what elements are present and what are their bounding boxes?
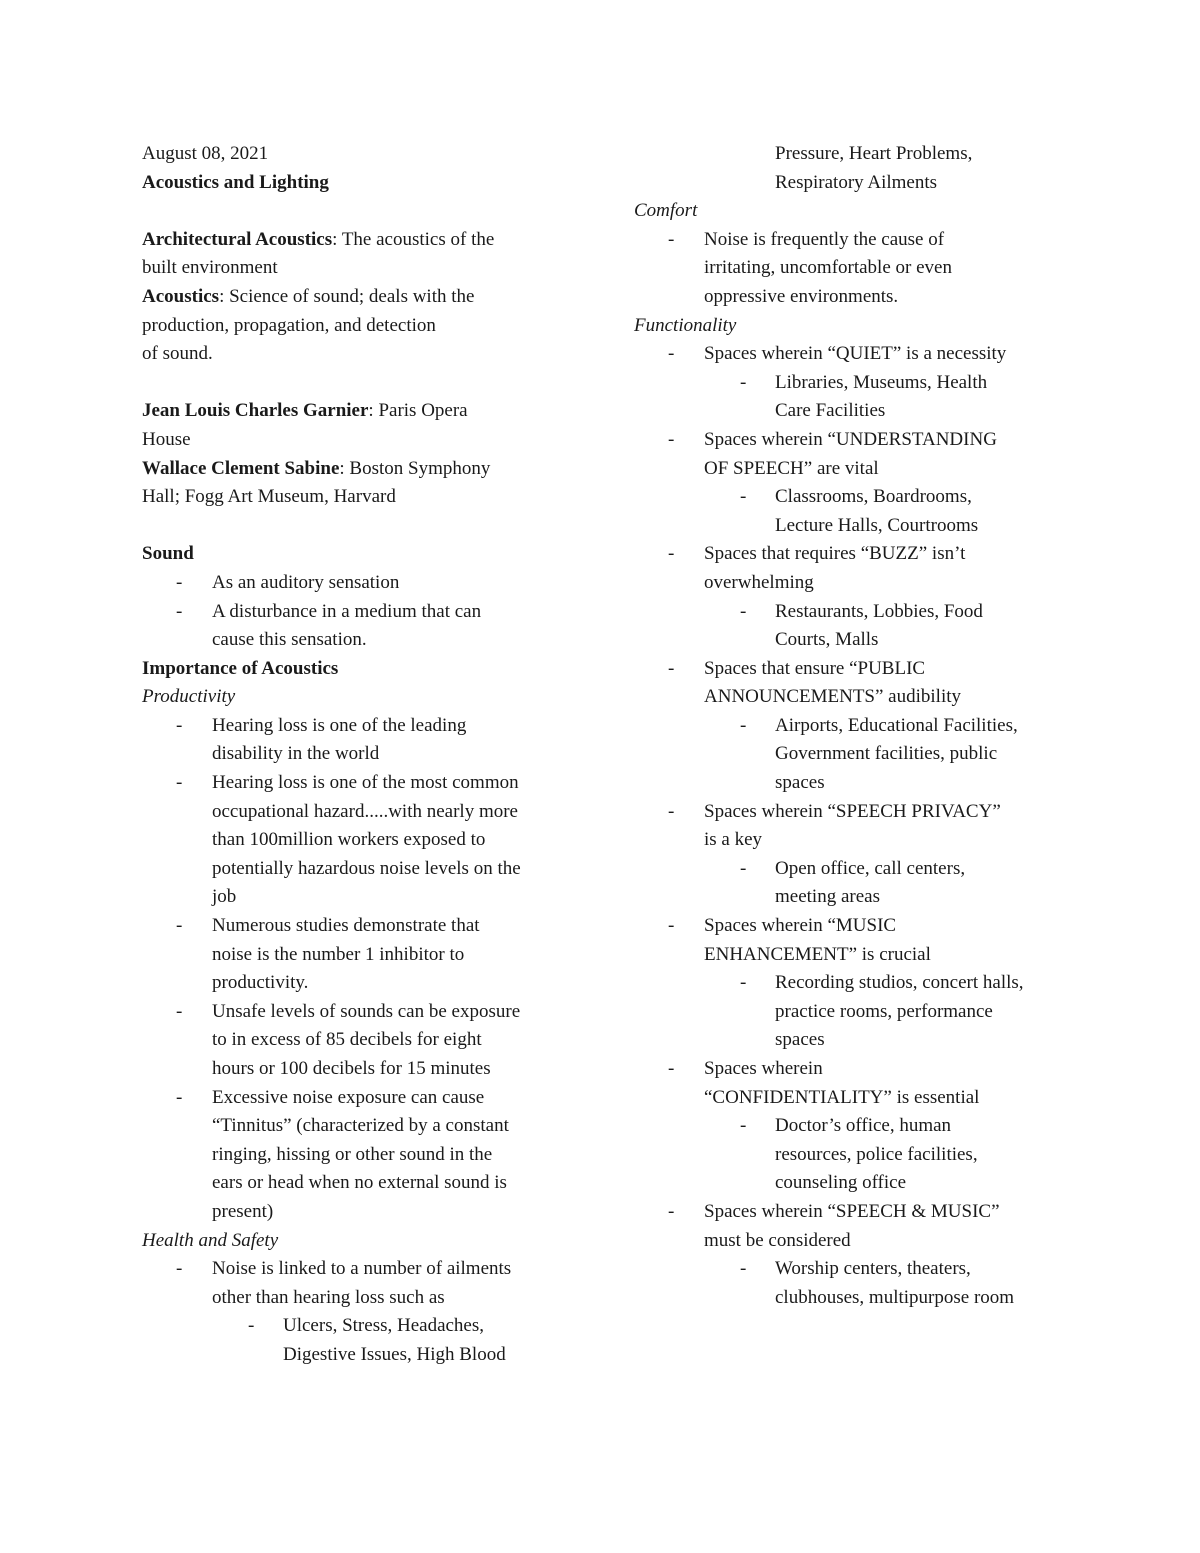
sub-list-item xyxy=(634,369,1074,426)
list-item-text: hours or 100 decibels for 15 minutes xyxy=(212,1058,491,1079)
term-label: Architectural Acoustics xyxy=(142,228,333,250)
bullet-dash: - xyxy=(176,772,183,794)
subheading-productivity: Productivity xyxy=(142,686,236,708)
list-item-text: OF SPEECH” are vital xyxy=(704,457,879,479)
list-item xyxy=(142,1084,582,1227)
sub-list-item xyxy=(634,855,1074,912)
list-item-text: Unsafe levels of sounds can be exposure xyxy=(212,1000,521,1022)
subheading-comfort: Comfort xyxy=(634,200,698,222)
bullet-dash: - xyxy=(740,972,747,994)
list-item-text: potentially hazardous noise levels on the xyxy=(212,857,521,879)
list-item-text: Spaces wherein “SPEECH & MUSIC” xyxy=(704,1200,1000,1222)
term-definition: production, propagation, and detection xyxy=(142,314,436,336)
sub-list-item xyxy=(634,483,1074,540)
bullet-dash: - xyxy=(176,1000,183,1022)
page-title: Acoustics and Lighting xyxy=(142,171,329,193)
bullet-dash: - xyxy=(176,915,183,937)
list-item-text: oppressive environments. xyxy=(704,285,899,307)
list-item-text: ringing, hissing or other sound in the xyxy=(212,1143,493,1165)
term-definition: : Boston Symphony xyxy=(339,457,491,479)
list-item-text: “CONFIDENTIALITY” is essential xyxy=(704,1086,980,1108)
list-item xyxy=(142,712,582,769)
bullet-dash: - xyxy=(668,228,675,250)
list-item-text: irritating, uncomfortable or even xyxy=(704,257,952,279)
list-item-text: spaces xyxy=(775,772,825,794)
bullet-dash: - xyxy=(740,371,747,393)
bullet-dash: - xyxy=(668,428,675,450)
list-item-text: job xyxy=(212,886,237,908)
section-heading-sound: Sound xyxy=(142,543,194,565)
bullet-dash: - xyxy=(668,657,675,679)
list-item-text: Hearing loss is one of the most common xyxy=(212,772,519,794)
term-label: Jean Louis Charles Garnier xyxy=(142,400,369,422)
list-item-text: Ulcers, Stress, Headaches, xyxy=(283,1315,485,1337)
section-heading-importance: Importance of Acoustics xyxy=(142,657,339,679)
bullet-dash: - xyxy=(668,543,675,565)
list-item xyxy=(142,1255,582,1312)
list-item-text: Hearing loss is one of the leading xyxy=(212,714,467,736)
bullet-dash: - xyxy=(740,486,747,508)
bullet-dash: - xyxy=(740,714,747,736)
list-item-text: to in excess of 85 decibels for eight xyxy=(212,1029,482,1051)
list-item-text: Noise is linked to a number of ailments xyxy=(212,1258,512,1280)
list-item-text: Spaces that requires “BUZZ” isn’t xyxy=(704,543,966,565)
list-item-text: than 100million workers exposed to xyxy=(212,829,486,851)
term-definition: House xyxy=(142,428,191,450)
list-item-text: Spaces wherein “QUIET” is a necessity xyxy=(704,343,1007,365)
subheading-functionality: Functionality xyxy=(634,314,737,336)
list-item-text: Excessive noise exposure can cause xyxy=(212,1086,485,1108)
list-item-text: Courts, Malls xyxy=(775,629,879,651)
list-item-text: present) xyxy=(212,1200,274,1222)
list-item-text: Airports, Educational Facilities, xyxy=(775,714,1018,736)
list-item-text: Open office, call centers, xyxy=(775,857,966,879)
list-item-text: Spaces wherein “SPEECH PRIVACY” xyxy=(704,800,1001,822)
list-item-text: overwhelming xyxy=(704,571,814,593)
list-item xyxy=(634,426,1074,483)
term-definition: : The acoustics of the xyxy=(332,228,495,250)
list-item-text: cause this sensation. xyxy=(212,629,367,651)
list-item-text: Care Facilities xyxy=(775,400,886,422)
list-item-text: “Tinnitus” (characterized by a constant xyxy=(212,1115,509,1137)
list-item-text: meeting areas xyxy=(775,886,880,908)
list-item-text: practice rooms, performance xyxy=(775,1000,993,1022)
bullet-dash: - xyxy=(668,800,675,822)
list-item-text: resources, police facilities, xyxy=(775,1143,978,1165)
bullet-dash: - xyxy=(668,343,675,365)
list-item xyxy=(142,598,582,655)
list-item xyxy=(634,540,1074,597)
right-column xyxy=(634,140,1074,1312)
list-item-text: Spaces wherein xyxy=(704,1058,823,1079)
bullet-dash: - xyxy=(740,600,747,622)
list-item xyxy=(142,569,582,598)
list-item-text: As an auditory sensation xyxy=(212,571,400,593)
date: August 08, 2021 xyxy=(142,143,269,164)
definition-acoustics xyxy=(142,283,582,369)
bullet-dash: - xyxy=(176,1086,183,1108)
sub-list-item xyxy=(634,712,1074,798)
list-item-text: ANNOUNCEMENTS” audibility xyxy=(704,686,962,708)
list-item-text: clubhouses, multipurpose room xyxy=(775,1286,1015,1308)
list-item-text: Doctor’s office, human xyxy=(775,1115,952,1137)
term-definition: : Paris Opera xyxy=(368,400,468,422)
bullet-dash: - xyxy=(740,1115,747,1137)
list-item-text: ears or head when no external sound is xyxy=(212,1172,507,1194)
bullet-dash: - xyxy=(248,1315,255,1337)
list-item-text: spaces xyxy=(775,1029,825,1051)
list-item xyxy=(634,798,1074,855)
list-item-text: counseling office xyxy=(775,1172,907,1194)
bullet-dash: - xyxy=(668,915,675,937)
list-item-text: ENHANCEMENT” is crucial xyxy=(704,943,931,965)
sub-list-item xyxy=(634,1255,1074,1312)
list-item xyxy=(634,226,1074,312)
list-item-continuation: Pressure, Heart Problems, xyxy=(775,143,973,164)
list-item-text: other than hearing loss such as xyxy=(212,1286,445,1308)
list-item-text: Worship centers, theaters, xyxy=(775,1258,971,1280)
list-item xyxy=(142,912,582,998)
term-definition: : Science of sound; deals with the xyxy=(219,285,475,307)
list-item-text: must be considered xyxy=(704,1229,851,1251)
list-item xyxy=(634,340,1074,369)
definition-sabine xyxy=(142,455,582,512)
sub-list-item xyxy=(634,598,1074,655)
left-column xyxy=(142,140,582,1370)
subheading-health-safety: Health and Safety xyxy=(142,1229,279,1251)
definition-architectural-acoustics xyxy=(142,226,582,283)
list-item-text: Libraries, Museums, Health xyxy=(775,371,988,393)
definition-garnier xyxy=(142,397,582,454)
term-definition: built environment xyxy=(142,257,278,279)
list-item-text: Spaces wherein “UNDERSTANDING xyxy=(704,428,997,450)
list-item xyxy=(634,1198,1074,1255)
list-item-text: Digestive Issues, High Blood xyxy=(283,1343,506,1365)
list-item xyxy=(634,1055,1074,1112)
list-item-text: noise is the number 1 inhibitor to xyxy=(212,943,465,965)
list-item-text: Classrooms, Boardrooms, xyxy=(775,486,972,508)
sub-list-item xyxy=(634,1112,1074,1198)
list-item xyxy=(142,769,582,912)
sub-list-item xyxy=(142,1312,582,1369)
list-item-text: Spaces wherein “MUSIC xyxy=(704,915,897,937)
spacer xyxy=(142,512,582,541)
term-label: Wallace Clement Sabine xyxy=(142,457,340,479)
list-item-continuation: Respiratory Ailments xyxy=(775,171,938,193)
bullet-dash: - xyxy=(668,1058,675,1079)
list-item-text: Lecture Halls, Courtrooms xyxy=(775,514,979,536)
list-item xyxy=(634,912,1074,969)
list-item-text: Government facilities, public xyxy=(775,743,998,765)
list-item-text: disability in the world xyxy=(212,743,380,765)
list-item-text: occupational hazard.....with nearly more xyxy=(212,800,518,822)
bullet-dash: - xyxy=(176,571,183,593)
spacer xyxy=(142,369,582,398)
list-item-text: A disturbance in a medium that can xyxy=(212,600,482,622)
bullet-dash: - xyxy=(176,600,183,622)
list-item xyxy=(634,655,1074,712)
term-label: Acoustics xyxy=(142,285,220,307)
list-item-text: Noise is frequently the cause of xyxy=(704,228,945,250)
list-item-text: productivity. xyxy=(212,972,309,994)
list-item xyxy=(142,998,582,1084)
list-item-text: Recording studios, concert halls, xyxy=(775,972,1024,994)
bullet-dash: - xyxy=(740,857,747,879)
list-item-text: Numerous studies demonstrate that xyxy=(212,915,480,937)
spacer xyxy=(142,197,582,226)
list-item-text: Restaurants, Lobbies, Food xyxy=(775,600,983,622)
bullet-dash: - xyxy=(740,1258,747,1280)
list-item-text: Spaces that ensure “PUBLIC xyxy=(704,657,926,679)
sub-list-item xyxy=(634,969,1074,1055)
bullet-dash: - xyxy=(668,1200,675,1222)
term-definition: of sound. xyxy=(142,343,213,365)
term-definition: Hall; Fogg Art Museum, Harvard xyxy=(142,486,396,508)
bullet-dash: - xyxy=(176,714,183,736)
bullet-dash: - xyxy=(176,1258,183,1280)
list-item-text: is a key xyxy=(704,829,763,851)
